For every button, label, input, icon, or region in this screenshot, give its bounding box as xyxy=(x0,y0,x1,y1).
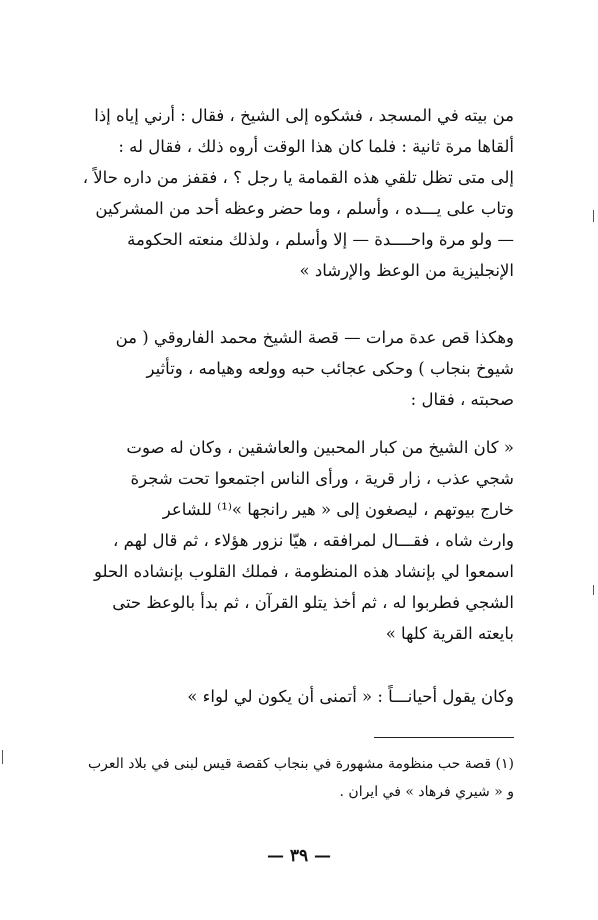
footnote xyxy=(72,750,514,806)
footnote-line: و « شيري فرهاد » في ايران . xyxy=(339,784,514,800)
paragraph-4 xyxy=(76,681,514,712)
footnote-line: (١) قصة حب منظومة مشهورة في بنجاب كقصة قيس لبنى في بلاد العرب xyxy=(88,756,514,772)
text-line: من بيته في المسجد ، فشكوه إلى الشيخ ، فقال : أرني إياه إذا xyxy=(94,106,514,125)
text-line: خارج بيوتهم ، ليصغون إلى « هير رانجها »⁽¹⁾ للشاعر xyxy=(162,500,514,519)
text-line: الشجي فطربوا له ، ثم أخذ يتلو القرآن ، ثم بدأ بالوعظ حتى xyxy=(112,593,514,612)
scan-mark xyxy=(2,750,3,764)
scan-mark xyxy=(593,585,594,595)
text-line: « كان الشيخ من كبار المحبين والعاشقين ، وكان له صوت xyxy=(126,438,514,457)
text-line: بايعته القرية كلها » xyxy=(385,624,514,643)
text-line: اسمعوا لي بإنشاد هذه المنظومة ، فملك القلوب بإنشاده الحلو xyxy=(94,562,514,581)
paragraph-3 xyxy=(76,432,514,649)
text-line: وتاب على يـــده ، وأسلم ، وما حضر وعظه أحد من المشركين xyxy=(95,199,514,218)
text-line: — ولو مرة واحــــدة — إلا وأسلم ، ولذلك منعته الحكومة xyxy=(127,230,514,249)
footnote-divider xyxy=(374,737,514,738)
text-line: شيوخ بنجاب ) وحكى عجائب حبه وولعه وهيامه ، وتأثير xyxy=(146,359,514,378)
paragraph-1 xyxy=(76,100,514,286)
text-line: صحبته ، فقال : xyxy=(410,390,514,409)
text-line: وهكذا قص عدة مرات — قصة الشيخ محمد الفاروقي ( من xyxy=(115,328,514,347)
paragraph-2 xyxy=(76,322,514,415)
text-line: وكان يقول أحيانـــاً : « أتمنى أن يكون لي لواء » xyxy=(187,687,514,706)
text-line: شجي عذب ، زار قرية ، ورأى الناس اجتمعوا تحت شجرة xyxy=(130,469,514,488)
text-line: إلى متى تظل تلقي هذه القمامة يا رجل ؟ ، فقفز من داره حالاً ، xyxy=(82,168,514,187)
text-line: ألقاها مرة ثانية : فلما كان هذا الوقت أروه ذلك ، فقال له : xyxy=(118,137,514,156)
scan-mark xyxy=(593,210,594,222)
page-number: — ٣٩ — xyxy=(266,846,332,866)
text-line: وارث شاه ، فقـــال لمرافقه ، هيّا نزور هؤلاء ، ثم قال لهم ، xyxy=(113,531,514,550)
text-line: الإنجليزية من الوعظ والإرشاد » xyxy=(299,261,514,280)
